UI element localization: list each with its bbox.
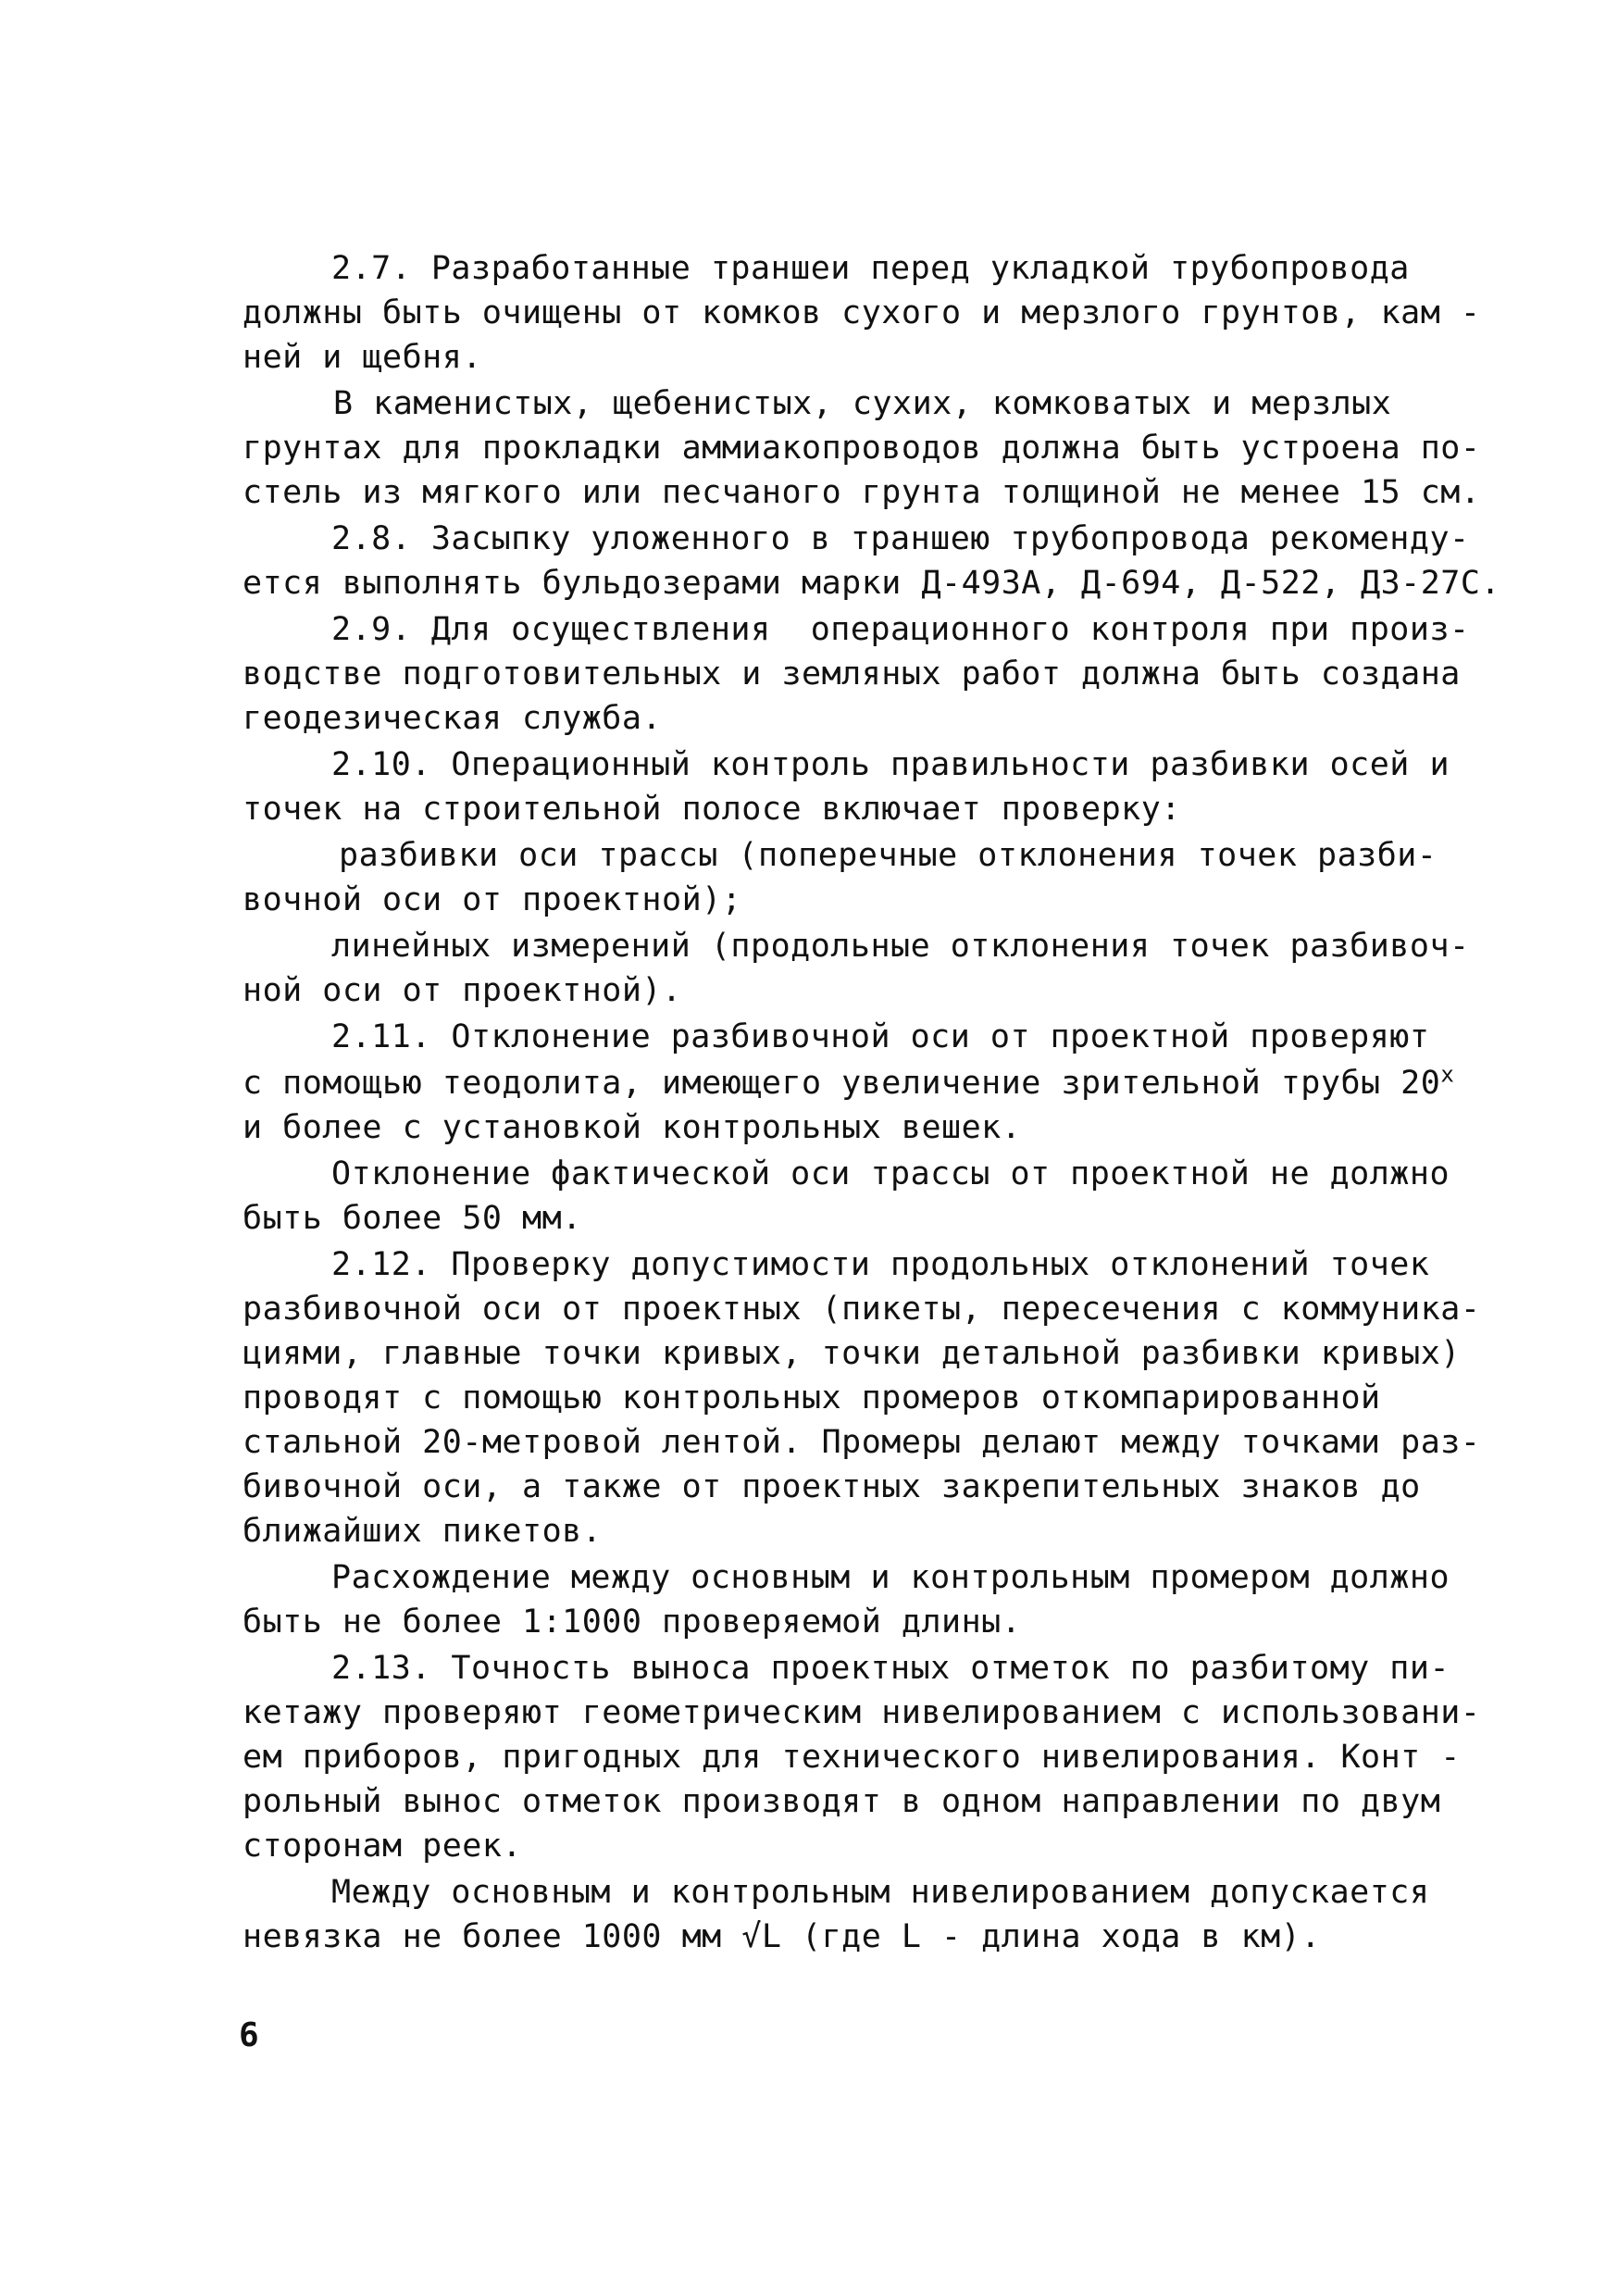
text-line-11: геодезическая служба. — [243, 700, 663, 737]
text-line-19-body: с помощью теодолита, имеющего увеличение зрительной трубы 20 — [243, 1065, 1441, 1102]
text-line-9: 2.9. Для осуществления операционного контроля при произ- — [331, 611, 1470, 648]
text-line-6: стель из мягкого или песчаного грунта толщиной не менее 15 см. — [243, 474, 1481, 511]
text-line-34: ем приборов, пригодных для технического нивелирования. Конт - — [243, 1739, 1461, 1776]
text-line-7: 2.8. Засыпку уложенного в траншею трубопровода рекоменду- — [331, 520, 1470, 557]
text-line-37: Между основным и контрольным нивелированием допускается — [331, 1874, 1430, 1911]
text-line-22: быть более 50 мм. — [243, 1200, 582, 1237]
text-line-10: водстве подготовительных и земляных работ должна быть создана — [243, 655, 1461, 693]
text-line-20: и более с установкой контрольных вешек. — [243, 1109, 1022, 1146]
text-line-12: 2.10. Операционный контроль правильности разбивки осей и — [331, 746, 1450, 783]
text-line-4: В каменистых, щебенистых, сухих, комковатых и мерзлых — [333, 385, 1392, 422]
text-line-36: сторонам реек. — [243, 1828, 523, 1865]
text-line-25: циями, главные точки кривых, точки детальной разбивки кривых) — [243, 1335, 1461, 1372]
text-line-32: 2.13. Точность выноса проектных отметок по разбитому пи- — [331, 1650, 1450, 1687]
text-line-29: ближайших пикетов. — [243, 1513, 603, 1550]
text-line-2: должны быть очищены от комков сухого и мерзлого грунтов, кам - — [243, 294, 1481, 331]
text-line-8: ется выполнять бульдозерами марки Д-493А, Д-694, Д-522, ДЗ-27С. — [243, 565, 1501, 602]
text-line-26: проводят с помощью контрольных промеров откомпарированной — [243, 1379, 1381, 1416]
text-line-17: ной оси от проектной). — [243, 972, 682, 1009]
text-line-19 — [243, 1063, 1454, 1104]
text-line-35: рольный вынос отметок производят в одном направлении по двум — [243, 1783, 1441, 1820]
text-line-28: бивочной оси, а также от проектных закрепительных знаков до — [243, 1468, 1421, 1505]
text-line-14: разбивки оси трассы (поперечные отклонения точек разби- — [339, 837, 1438, 874]
text-line-21: Отклонение фактической оси трассы от проектной не должно — [331, 1155, 1450, 1192]
text-line-24: разбивочной оси от проектных (пикеты, пересечения с коммуника- — [243, 1291, 1481, 1328]
text-line-13: точек на строительной полосе включает проверку: — [243, 791, 1181, 828]
text-line-16: линейных измерений (продольные отклонения точек разбивоч- — [331, 928, 1470, 965]
superscript-x: x — [1440, 1061, 1455, 1088]
text-line-38: невязка не более 1000 мм √L (где L - длина хода в км). — [243, 1918, 1321, 1955]
text-line-1: 2.7. Разработанные траншеи перед укладкой трубопровода — [331, 250, 1410, 287]
text-line-31: быть не более 1:1000 проверяемой длины. — [243, 1603, 1022, 1641]
text-line-33: кетажу проверяют геометрическим нивелированием с использовани- — [243, 1694, 1481, 1731]
page-number: 6 — [239, 2016, 259, 2054]
text-line-30: Расхождение между основным и контрольным промером должно — [331, 1559, 1450, 1596]
text-line-18: 2.11. Отклонение разбивочной оси от проектной проверяют — [331, 1018, 1430, 1055]
text-line-5: грунтах для прокладки аммиакопроводов должна быть устроена по- — [243, 430, 1481, 467]
text-line-3: ней и щебня. — [243, 339, 482, 376]
text-line-27: стальной 20-метровой лентой. Промеры делают между точками раз- — [243, 1424, 1481, 1461]
text-line-23: 2.12. Проверку допустимости продольных отклонений точек — [331, 1246, 1430, 1283]
text-line-15: вочной оси от проектной); — [243, 881, 742, 918]
